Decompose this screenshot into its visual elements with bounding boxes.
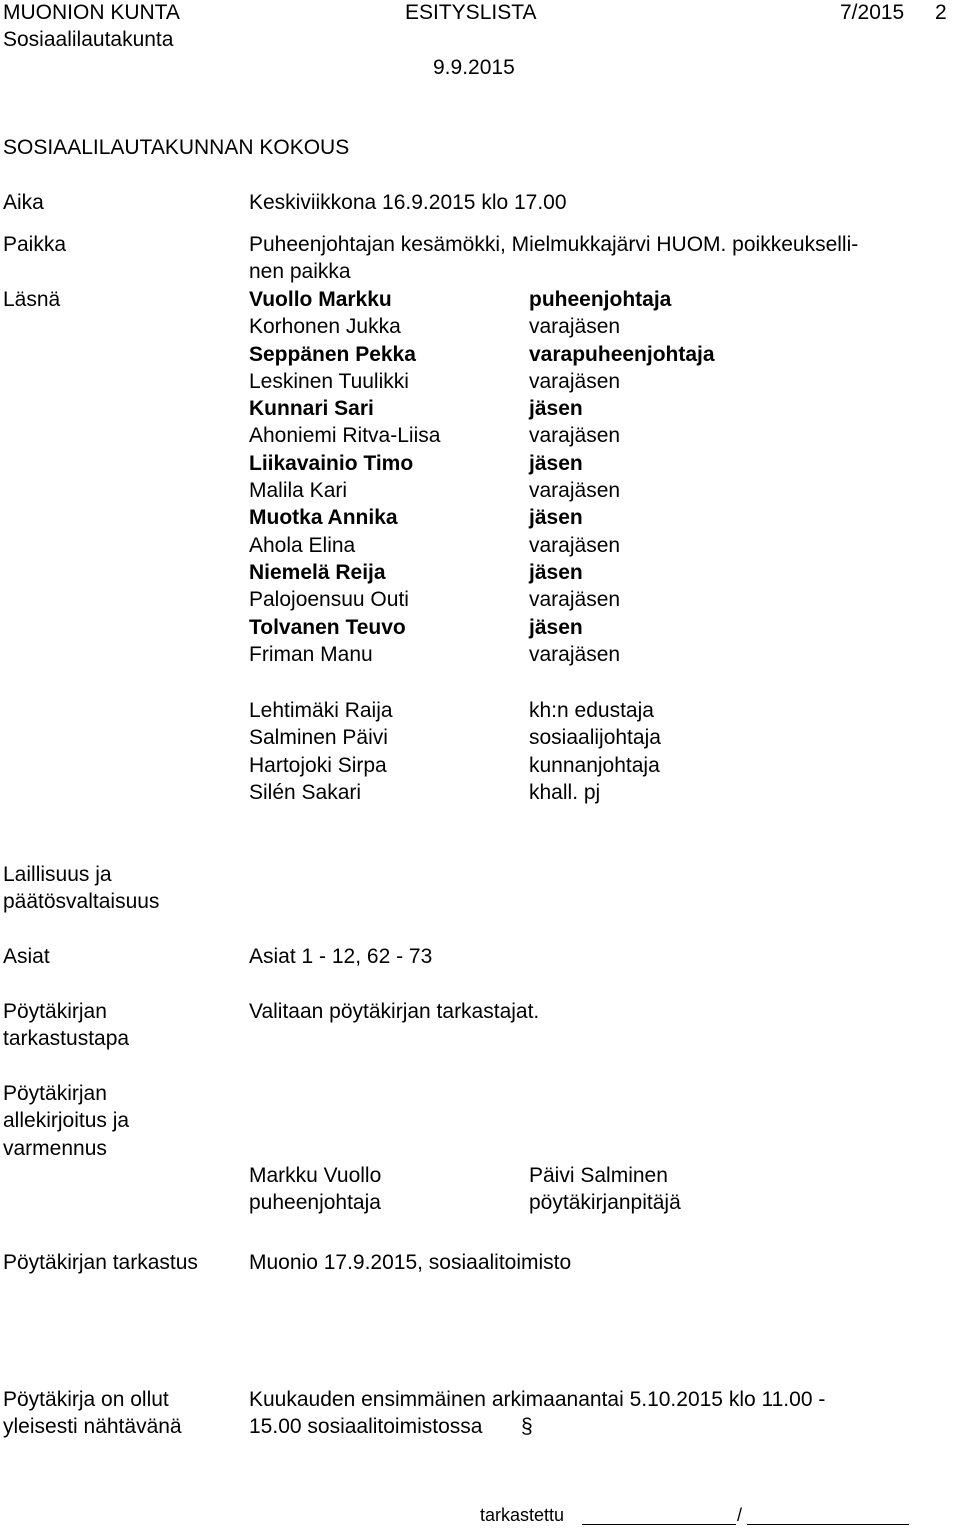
- member-role: varajäsen: [529, 424, 621, 448]
- member-role: varajäsen: [529, 588, 621, 612]
- member-role: jäsen: [529, 560, 583, 584]
- page-number: 2: [935, 1, 947, 24]
- member-row: [249, 286, 789, 313]
- attendee-role: kunnanjohtaja: [529, 753, 660, 777]
- member-role: puheenjohtaja: [529, 288, 672, 311]
- section-mark-icon: §: [521, 1415, 533, 1438]
- review-method-label-line2: tarkastustapa: [3, 1027, 130, 1050]
- member-row: [249, 368, 789, 395]
- member-row: [249, 477, 789, 504]
- signing-label-line3: varmennus: [3, 1137, 107, 1160]
- member-role: varajäsen: [529, 479, 621, 503]
- member-name: Vuollo Markku: [249, 288, 392, 311]
- member-role: varajäsen: [529, 642, 621, 666]
- public-display-label-line1: Pöytäkirja on ollut: [3, 1388, 169, 1411]
- attendee-name: Salminen Päivi: [249, 726, 388, 750]
- present-label: Läsnä: [3, 288, 61, 311]
- member-role: varajäsen: [529, 315, 621, 339]
- member-role: varapuheenjohtaja: [529, 342, 715, 366]
- attendee-row: [249, 697, 789, 724]
- member-name: Tolvanen Teuvo: [249, 615, 406, 639]
- review-method-value: Valitaan pöytäkirjan tarkastajat.: [249, 1000, 540, 1023]
- signing-label-line2: allekirjoitus ja: [3, 1109, 130, 1132]
- place-value-line1: Puheenjohtajan kesämökki, Mielmukkajärvi HUOM. poikkeukselli-: [249, 233, 859, 256]
- other-attendees-list: [249, 697, 789, 806]
- member-row: [249, 450, 789, 477]
- public-display-value-line1: Kuukauden ensimmäinen arkimaanantai 5.10.2015 klo 11.00 -: [249, 1388, 826, 1411]
- meeting-title: SOSIAALILAUTAKUNNAN KOKOUS: [3, 136, 350, 159]
- matters-value: Asiat 1 - 12, 62 - 73: [249, 945, 433, 968]
- legality-label-line1: Laillisuus ja: [3, 863, 112, 886]
- member-name: Palojoensuu Outi: [249, 588, 409, 612]
- organization-name: MUONION KUNTA: [3, 1, 180, 24]
- member-name: Ahola Elina: [249, 533, 356, 557]
- attendee-role: khall. pj: [529, 780, 601, 804]
- document-type: ESITYSLISTA: [405, 1, 537, 24]
- member-role: jäsen: [529, 397, 583, 421]
- member-name: Korhonen Jukka: [249, 315, 401, 339]
- member-row: [249, 641, 789, 668]
- review-label: Pöytäkirjan tarkastus: [3, 1251, 198, 1274]
- signing-label-line1: Pöytäkirjan: [3, 1082, 107, 1105]
- attendee-row: [249, 752, 789, 779]
- member-name: Niemelä Reija: [249, 560, 386, 584]
- member-name: Kunnari Sari: [249, 397, 374, 421]
- member-row: [249, 395, 789, 422]
- member-row: [249, 559, 789, 586]
- attendee-name: Hartojoki Sirpa: [249, 753, 387, 777]
- checked-label: tarkastettu: [480, 1505, 565, 1525]
- member-row: [249, 532, 789, 559]
- signer1-title: puheenjohtaja: [249, 1191, 381, 1214]
- member-name: Malila Kari: [249, 479, 348, 503]
- member-name: Seppänen Pekka: [249, 342, 416, 366]
- signer1-name: Markku Vuollo: [249, 1164, 382, 1187]
- member-role: jäsen: [529, 506, 583, 530]
- member-row: [249, 504, 789, 531]
- member-name: Muotka Annika: [249, 506, 398, 530]
- member-role: jäsen: [529, 451, 583, 475]
- attendee-name: Lehtimäki Raija: [249, 699, 393, 722]
- document-number: 7/2015: [840, 1, 905, 24]
- public-display-label-line2: yleisesti nähtävänä: [3, 1415, 182, 1438]
- matters-label: Asiat: [3, 945, 50, 968]
- initials-line-1: [582, 1524, 736, 1525]
- time-label: Aika: [3, 191, 44, 214]
- place-value-line2: nen paikka: [249, 260, 351, 283]
- member-row: [249, 341, 789, 368]
- public-display-value-line2: 15.00 sosiaalitoimistossa: [249, 1415, 483, 1438]
- initials-separator: /: [737, 1505, 743, 1525]
- member-role: jäsen: [529, 615, 583, 639]
- member-list: [249, 286, 789, 668]
- signer2-title: pöytäkirjanpitäjä: [529, 1191, 681, 1214]
- place-label: Paikka: [3, 233, 67, 256]
- member-row: [249, 422, 789, 449]
- review-value: Muonio 17.9.2015, sosiaalitoimisto: [249, 1251, 572, 1274]
- member-row: [249, 586, 789, 613]
- member-row: [249, 614, 789, 641]
- signer2-name: Päivi Salminen: [529, 1164, 668, 1187]
- committee-name: Sosiaalilautakunta: [3, 28, 174, 51]
- time-value: Keskiviikkona 16.9.2015 klo 17.00: [249, 191, 567, 214]
- member-role: varajäsen: [529, 369, 621, 393]
- attendee-role: kh:n edustaja: [529, 699, 654, 722]
- attendee-row: [249, 724, 789, 751]
- member-name: Liikavainio Timo: [249, 451, 414, 475]
- initials-line-2: [747, 1524, 909, 1525]
- member-role: varajäsen: [529, 533, 621, 557]
- legality-label-line2: päätösvaltaisuus: [3, 890, 160, 913]
- member-row: [249, 313, 789, 340]
- attendee-role: sosiaalijohtaja: [529, 726, 661, 750]
- attendee-row: [249, 779, 789, 806]
- attendee-name: Silén Sakari: [249, 780, 362, 804]
- member-name: Friman Manu: [249, 642, 373, 666]
- member-name: Leskinen Tuulikki: [249, 369, 409, 393]
- member-name: Ahoniemi Ritva-Liisa: [249, 424, 441, 448]
- review-method-label-line1: Pöytäkirjan: [3, 1000, 107, 1023]
- document-date: 9.9.2015: [433, 56, 515, 79]
